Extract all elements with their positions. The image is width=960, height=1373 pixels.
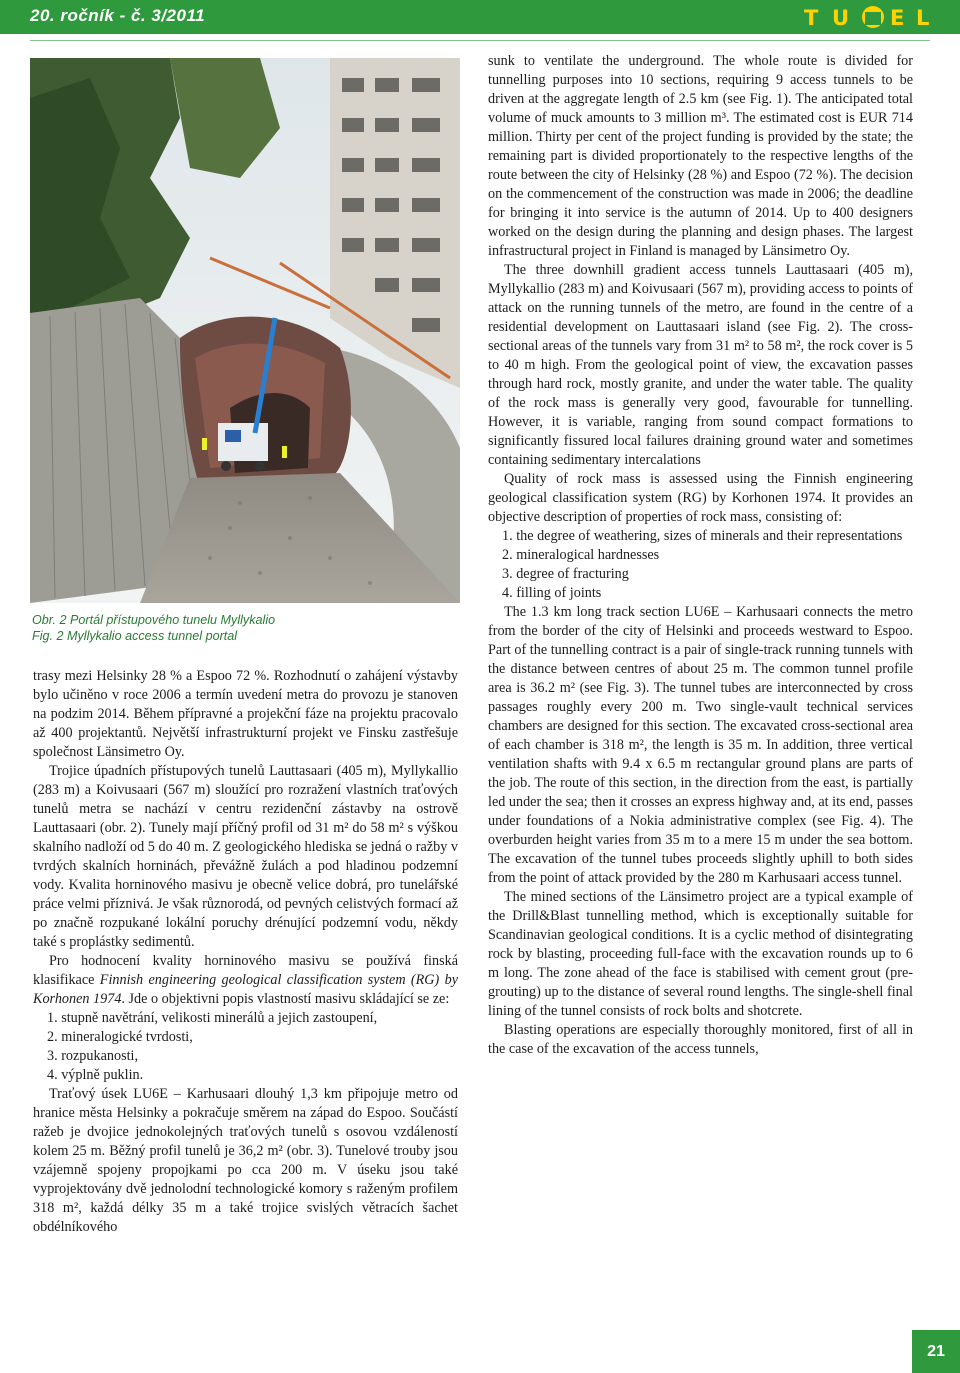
paragraph: Trojice úpadních přístupových tunelů Lauttasaari (405 m), Myllykallio (283 m) a Koivusaari (567 m) sloužící pro rozražení vlastních traťových tunelů metra se nachází v centru rezidenční zástavby na ostrově Lauttasaari (obr. 2). Tunely mají příčný profil od 31 m² do 58 m² s výškou skalního nadloží od 5 do 40 m. Z geologického hlediska se jedná o ražby v tvrdých skalních horninách, převážně žulách a pod hladinou podzemní vody. Kvalita horninového masivu je obecně velice dobrá, pro tunelářské práce velmi příznivá. Je však různorodá, od pevných celistvých formací až po značně rozpukané lokální poruchy drénující podzemní vodu, někdy také s proplástky sedimentů. bbox=[33, 763, 458, 950]
figure-caption bbox=[32, 612, 460, 644]
list-item: 1. stupně navětrání, velikosti minerálů a jejich zastoupení, bbox=[47, 1010, 378, 1026]
list-item: 2. mineralogické tvrdosti, bbox=[47, 1029, 193, 1045]
right-text-column bbox=[488, 52, 913, 1059]
issue-label: 20. ročník - č. 3/2011 bbox=[30, 6, 206, 25]
paragraph: The 1.3 km long track section LU6E – Karhusaari connects the metro from the border of the city of Helsinki and proceeds westward to Espoo. Part of the tunnelling contract is a pair of single-track running tunnels with the distance between centres of about 25 m. The common tunnel profile area is 36.2 m² (see Fig. 3). The tunnel tubes are interconnected by cross passages roughly every 200 m. Two single-vault technical services chambers are designed for this section. The excavated cross-sectional area of each chamber is 318 m², the length is 35 m. In addition, three vertical ventilation shafts with 9.4 x 6.5 m rectangular ground plans are parts of the job. The route of this section, in the direction from the east, is partially led under the sea; then it crosses an express highway and, at its end, passes under foundations of a Nokia administrative complex (see Fig. 4). The overburden height varies from 35 m to a mere 15 m under the sea bottom. The excavation of the tunnel tubes proceeds slightly uphill to both sides from the point of attack provided by the 280 m Karhusaari access tunnel. bbox=[488, 604, 913, 886]
paragraph: Traťový úsek LU6E – Karhusaari dlouhý 1,3 km připojuje metro od hranice města Helsinky a pokračuje směrem na západ do Espoo. Součástí ražeb je dvojice jednokolejných traťových tunelů s osovou vzdáleností kolem 25 m. Běžný profil tunelů je 36,2 m² (obr. 3). Tunelové trouby jsou vzájemně spojeny propojkami po cca 200 m. V úseku jsou také vyprojektovány dvě jednolodní technologické komory s raženým profilem 318 m², každá délky 35 m a také trojice svislých větracích šachet obdélníkového bbox=[33, 1086, 458, 1235]
classification-list bbox=[33, 1009, 458, 1085]
paragraph: Quality of rock mass is assessed using the Finnish engineering geological classification system (RG) by Korhonen 1974. It provides an objective description of properties of rock mass, consisting of: bbox=[488, 471, 913, 525]
left-text-column bbox=[33, 667, 458, 1237]
photo-illustration bbox=[30, 58, 460, 603]
list-item: 4. filling of joints bbox=[502, 585, 602, 601]
svg-text:L: L bbox=[916, 6, 940, 30]
paragraph: The mined sections of the Länsimetro project are a typical example of the Drill&Blast tunnelling method, which is exceptionally suitable for Scandinavian geological conditions. It is a cyclic method of disintegrating rock by blasting, proceeding full-face with the excavation rounds up to 6 m long. The zone ahead of the face is stabilised with cement grout (pre-grouting) up to the distance of several round lengths. The single-shell final lining of the tunnel consists of rock bolts and shotcrete. bbox=[488, 889, 913, 1019]
paragraph: The three downhill gradient access tunnels Lauttasaari (405 m), Myllykallio (283 m) and Koivusaari (567 m), providing access to points of attack on the running tunnels of the metro, are found in the centre of a residential development on Lauttasaari island (see Fig. 2). The cross-sectional areas of the tunnels vary from 31 m² to 58 m², the rock cover is 5 to 40 m high. From the geological point of view, the excavation passes through hard rock, mostly granite, and under the water table. The quality of the rock mass is generally very good, favourable for tunnelling. However, it is variable, ranging from sound compact formations to significantly fissured local failures draining ground water and sometimes containing sedimentary intercalations bbox=[488, 262, 913, 468]
caption-english: Fig. 2 Myllykalio access tunnel portal bbox=[32, 629, 238, 643]
svg-text:T: T bbox=[804, 6, 829, 30]
svg-text:U: U bbox=[832, 6, 860, 30]
paragraph: sunk to ventilate the underground. The whole route is divided for tunnelling purposes into 10 sections, requiring 9 access tunnels to be driven at the aggregate length of 2.5 km (see Fig. 1). The anticipated total volume of muck amounts to 3 million m³. The estimated cost is EUR 714 million. Thirty per cent of the project funding is provided by the state; the remaining part is divided proportionately to the respective lengths of the route between the city of Helsinky (28 %) and Espoo (72 %). The decision on the commencement of the construction was made in 2006; the deadline for bringing it into service is the autumn of 2014. Up to 400 designers worked on the design during the planning and design phases. The largest infrastructural project in Finland is managed by Länsimetro Oy. bbox=[488, 53, 913, 259]
caption-czech: Obr. 2 Portál přístupového tunelu Myllykalio bbox=[32, 613, 276, 627]
tunel-logo-icon bbox=[798, 3, 948, 31]
svg-text:E: E bbox=[890, 6, 915, 30]
paragraph: trasy mezi Helsinky 28 % a Espoo 72 %. Rozhodnutí o zahájení výstavby bylo učiněno v roce 2006 a termín uvedení metra do provozu je stanoven na podzim 2014. Během přípravné a projekční fáze na projektu pracovalo až 400 projektantů. Největší infrastrukturní projekt ve Finsku zastřešuje společnost Länsimetro Oy. bbox=[33, 668, 458, 760]
header-rule bbox=[30, 40, 930, 41]
classification-list bbox=[488, 527, 913, 603]
paragraph: Pro hodnocení kvality horninového masivu se používá finská klasifikace Finnish engineering geological classification system (RG) by Korhonen 1974. Jde o objektivni popis vlastností masivu skládající se ze: bbox=[33, 953, 458, 1007]
header-bar bbox=[0, 0, 960, 34]
list-item: 3. degree of fracturing bbox=[502, 566, 629, 582]
paragraph: Blasting operations are especially thoroughly monitored, first of all in the case of the excavation of the access tunnels, bbox=[488, 1022, 913, 1057]
page-number: 21 bbox=[912, 1330, 960, 1373]
list-item: 2. mineralogical hardnesses bbox=[502, 547, 660, 563]
journal-logo bbox=[798, 3, 948, 31]
list-item: 3. rozpukanosti, bbox=[47, 1048, 139, 1064]
tunnel-portal-photo bbox=[30, 58, 460, 603]
list-item: 1. the degree of weathering, sizes of minerals and their representations bbox=[502, 528, 903, 544]
list-item: 4. výplně puklin. bbox=[47, 1067, 144, 1083]
